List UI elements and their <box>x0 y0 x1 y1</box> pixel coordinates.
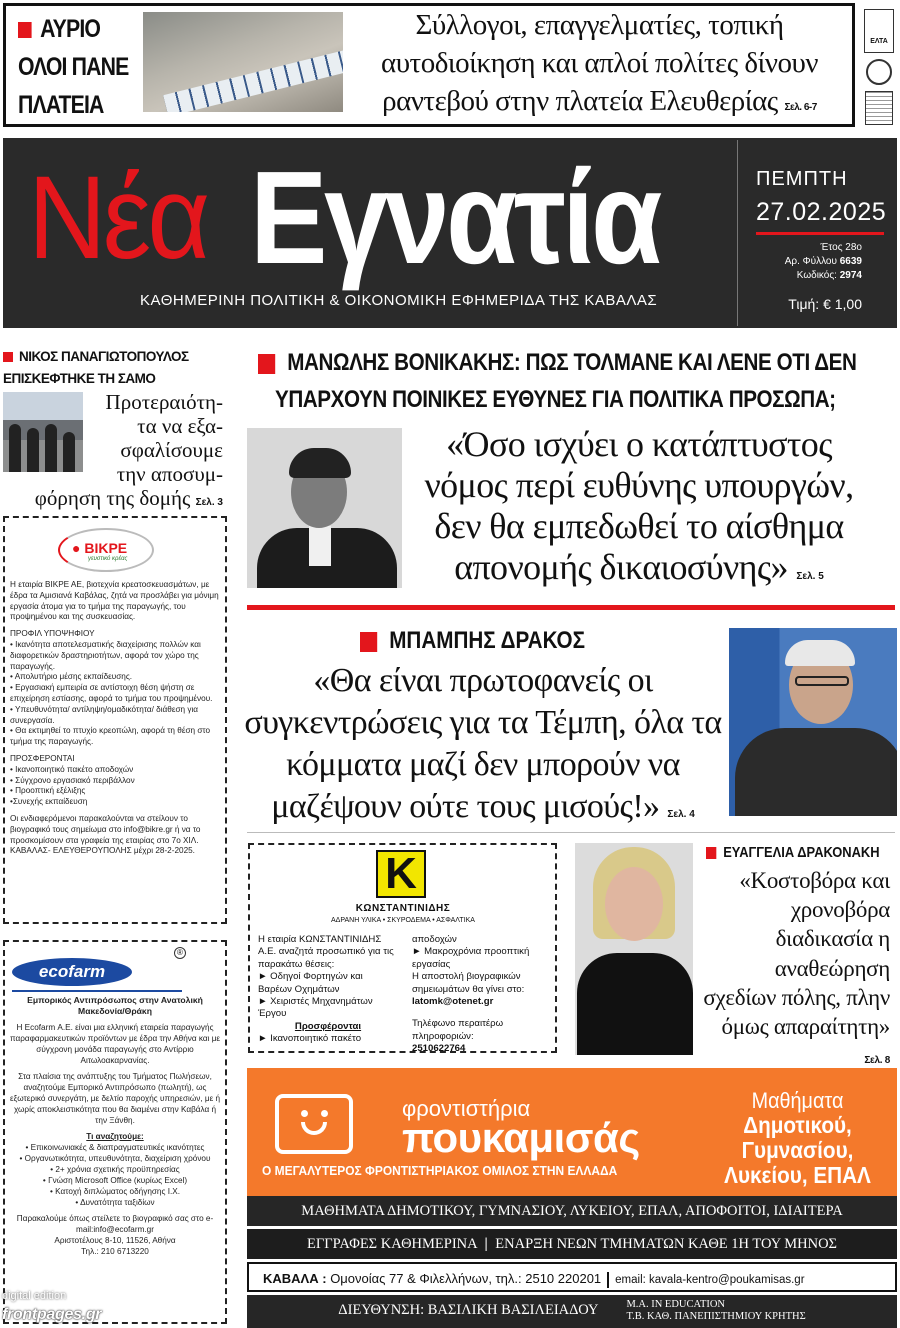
issue-info <box>746 241 862 283</box>
email-link[interactable]: latomk@otenet.gr <box>412 996 494 1008</box>
top-teaser-headline[interactable] <box>352 6 847 127</box>
issue-day: ΠΕΜΠΤΗ <box>756 168 848 190</box>
poukamisas-small: φροντιστήρια <box>402 1096 531 1121</box>
page-ref: Σελ. 4 <box>667 809 695 820</box>
story3-photo[interactable] <box>575 843 693 1055</box>
konstantinidis-col1: Η εταιρία ΚΩΝΣΤΑΝΤΙΝΙΔΗΣ Α.Ε. αναζητά προσωπικό για τις παρακάτω θέσεις: ► Οδηγοί Φορτηγών και Βαρέων Οχημάτων ► Χειριστές Μηχανημάτων Έργου Προσφέρονται ► Ικανοποιητικό πακέτο <box>258 934 394 1045</box>
vikre-ad-text: Η εταιρία ΒΙΚΡΕ ΑΕ, βιοτεχνία κρεατοσκευασμάτων, με έδρα τα Αμισιανά Καβάλας, ζητά να προσλάβει για μόνιμη εργασία άτομα για το τμήμα της παραγωγής, του προψημένου και της συσκευασίας. ΠΡΟΦΙΛ ΥΠΟΨΗΦΙΟΥ • Ικανότητα αποτελεσματικής διαχείρισης πολλών και διαφορετικών δραστηριοτήτων, αφορά τον χώρο της παραγωγής. • Απολυτήριο μέσης εκπαίδευσης. • Εργασιακή εμπειρία σε αντίστοιχη θέση ψήστη σε επιχείρηση εστίασης, αφορά το τμήμα του προψημένου. • Υπευθυνότητα/ αντίληψη/ομαδικότητα/ διάθεση για συνεργασία. • Θα εκτιμηθεί το πτυχίο κρεοπώλη, αφορά τη θέση στο τμήμα της παραγωγής. ΠΡΟΣΦΕΡΟΝΤΑΙ • Ικανοποιητικό πακέτο αποδοχών • Σύγχρονο εργασιακό περιβάλλον • Προοπτική εξέλιξης •Συνεχής εκπαίδευση Οι ενδιαφερόμενοι παρακαλούνται να στείλουν το βιογραφικό τους σημείωμα στο info@bikre.gr ή να το προσκομίσουν στα γραφεία της εταιρίας στο 7ο ΧΙΛ. ΚΑΒΑΛΑΣ- ΕΛΕΥΘΕΡΟΥΠΟΛΗΣ μέχρι 28-2-2025. <box>10 580 219 856</box>
poukamisas-lessons: Μαθήματα Δημοτικού, Γυμνασίου, Λυκείου, ΕΠΑΛ <box>724 1088 871 1188</box>
story2-quote[interactable]: «Θα είναι πρωτοφανείς οι συγκεντρώσεις για τα Τέμπη, όλα τα κόμματα μαζί δεν μπορούν να μαζέψουν ούτε τους μισούς!» Σελ. 4 <box>244 662 722 825</box>
top-kicker-line: ΑΥΡΙΟ <box>40 15 101 43</box>
ecofarm-logo: ecofarm <box>12 958 132 986</box>
masthead-subtitle: ΚΑΘΗΜΕΡΙΝΗ ΠΟΛΙΤΙΚΗ & ΟΙΚΟΝΟΜΙΚΗ ΕΦΗΜΕΡΙΔΑ ΤΗΣ ΚΑΒΑΛΑΣ <box>140 292 658 309</box>
code-number: Κωδικός: 2974 <box>796 270 862 281</box>
top-teaser-photo[interactable] <box>143 12 343 112</box>
ecofarm-ad-text: Εμπορικός Αντιπρόσωπος στην Ανατολική Μακεδονία/Θράκη Η Ecofarm Α.Ε. είναι μια ελληνική εταιρεία παραγωγής παραφαρμακευτικών προϊόντων με έδρα την Αθήνα και με σύγχρονη μονάδα παραγωγής στο Αντίρριο Αιτωλοακαρνανίας. Στα πλαίσια της ανάπτυξης του Τμήματος Πωλήσεων, αναζητούμε Εμπορικό Αντιπρόσωπο (πωλητή), ως εξωτερικό συνεργάτη, με δελτίο παροχής υπηρεσιών, με ή χωρίς αποκλειστικότητα που θα διαμένει στην Καβάλα ή την Ξάνθη. Τι αναζητούμε: • Επικοινωνιακές & διαπραγματευτικές ικανότητες • Οργανωτικότητα, υπευθυνότητα, διαχείριση χρόνου • 2+ χρόνια σχετικής προϋπηρεσίας • Γνώση Microsoft Office (κυρίως Excel) • Κατοχή διπλώματος οδήγησης Ι.Χ. • Δυνατότητα ταξιδίων Παρακαλούμε όπως στείλετε το βιογραφικό σας στο e-mail:info@ecofarm.gr Αριστοτέλους 8-10, 11526, Αθήνα Τηλ.: 210 6713220 <box>9 995 221 1256</box>
page-ref: Σελ. 8 <box>864 1055 890 1067</box>
top-teaser-kicker <box>18 10 138 124</box>
konstantinidis-name: ΚΩΝΣΤΑΝΤΙΝΙΔΗΣ <box>355 903 451 914</box>
vikre-logo: ● ΒΙΚΡΕ γευστικό κρέας <box>58 528 154 572</box>
year-line: Έτος 28ο <box>820 242 862 253</box>
section-divider <box>247 832 895 833</box>
bullet-square-icon <box>18 22 32 38</box>
poukamisas-bar-director: ΔΙΕΥΘΥΝΣΗ: ΒΑΣΙΛΙΚΗ ΒΑΣΙΛΕΙΑΔΟΥ M.A. IN EDUCATION Τ.Β. ΚΑΘ. ΠΑΝΕΠΙΣΤΗΜΙΟΥ ΚΡΗΤΗΣ <box>247 1295 897 1328</box>
konstantinidis-logo: Κ <box>376 850 426 898</box>
bullet-square-icon <box>706 847 716 859</box>
story2-photo[interactable] <box>729 628 897 816</box>
poukamisas-bar-contact: ΚΑΒΑΛΑ : Ομονοίας 77 & Φιλελλήνων, τηλ.: 2510 220201 email: kavala-kentro@poukamisas.gr <box>247 1262 897 1292</box>
story3-quote[interactable]: «Κοστοβόρα και χρονοβόρα διαδικασία η αναθεώρηση σχεδίων πόλης, πλην όμως απαραίτητη» Σελ. 8 <box>703 868 890 1067</box>
story1-kicker[interactable]: ΜΑΝΩΛΗΣ ΒΟΝΙΚΑΚΗΣ: ΠΩΣ ΤΟΛΜΑΝΕ ΚΑΙ ΛΕΝΕ ΟΤΙ ΔΕΝ <box>258 344 808 381</box>
story3-kicker[interactable]: ΕΥΑΓΓΕΛΙΑ ΔΡΑΚΟΝΑΚΗ <box>706 842 880 864</box>
top-kicker-line: ΟΛΟΙ ΠΑΝΕ <box>18 53 129 81</box>
bullet-square-icon <box>360 632 377 652</box>
konstantinidis-tagline: ΑΔΡΑΝΗ ΥΛΙΚΑ • ΣΚΥΡΟΔΕΜΑ • ΑΣΦΑΛΤΙΚΑ <box>331 917 475 924</box>
watermark: frontpages.gr <box>2 1306 102 1323</box>
story1-photo[interactable] <box>247 428 402 588</box>
email-link[interactable]: email: kavala-kentro@poukamisas.gr <box>615 1274 805 1286</box>
elta-logo-icon: ΕΛΤΑ <box>864 9 894 53</box>
poukamisas-brand: πουκαμισάς <box>402 1114 640 1161</box>
top-headline-text: Σύλλογοι, επαγγελματίες, τοπική αυτοδιοίκηση και απλοί πολίτες δίνουν ραντεβού στην πλατεία Ελευθερίας <box>381 9 818 117</box>
bullet-square-icon <box>3 352 13 362</box>
story1-quote[interactable]: «Όσο ισχύει ο κατάπτυστος νόμος περί ευθύνης υπουργών, δεν θα εμπεδωθεί το αίσθημα απονομής δικαιοσύνης» Σελ. 5 <box>424 424 854 587</box>
story1-kicker-line2[interactable]: ΥΠΑΡΧΟΥΝ ΠΟΙΝΙΚΕΣ ΕΥΘΥΝΕΣ ΓΙΑ ΠΟΛΙΤΙΚΑ ΠΡΟΣΩΠΑ; <box>275 386 836 413</box>
seal-icon <box>866 59 892 85</box>
page-ref: Σελ. 3 <box>195 497 223 508</box>
poukamisas-bar-registration: ΕΓΓΡΑΦΕΣ ΚΑΘΗΜΕΡΙΝΑ | ΕΝΑΡΞΗ ΝΕΩΝ ΤΜΗΜΑΤΩΝ ΚΑΘΕ 1Η ΤΟΥ ΜΗΝΟΣ <box>247 1229 897 1259</box>
story2-kicker[interactable]: ΜΠΑΜΠΗΣ ΔΡΑΚΟΣ <box>360 624 585 658</box>
page-ref: Σελ. 6-7 <box>784 102 817 113</box>
registered-icon: ® <box>174 947 186 959</box>
top-kicker-line: ΠΛΑΤΕΙΑ <box>18 91 104 119</box>
page-ref: Σελ. 5 <box>796 571 824 582</box>
poukamisas-slogan: Ο ΜΕΓΑΛΥΤΕΡΟΣ ΦΡΟΝΤΙΣΤΗΡΙΑΚΟΣ ΟΜΙΛΟΣ ΣΤΗΝ ΕΛΛΑΔΑ <box>262 1163 618 1178</box>
postage-strip <box>862 3 896 127</box>
barcode-icon <box>865 91 893 125</box>
issue-date: 27.02.2025 <box>756 198 887 226</box>
poukamisas-bar-lessons: ΜΑΘΗΜΑΤΑ ΔΗΜΟΤΙΚΟΥ, ΓΥΜΝΑΣΙΟΥ, ΛΥΚΕΙΟΥ, ΕΠΑΛ, ΑΠΟΦΟΙΤΟΙ, ΙΔΙΑΙΤΕΡΑ <box>247 1196 897 1226</box>
issue-number: Αρ. Φύλλου 6639 <box>784 256 862 267</box>
date-underline <box>756 232 884 235</box>
masthead-title-light[interactable]: Νέα <box>28 152 207 284</box>
left-story-kicker[interactable]: ΝΙΚΟΣ ΠΑΝΑΓΙΩΤΟΠΟΥΛΟΣ ΕΠΙΣΚΕΦΤΗΚΕ ΤΗ ΣΑΜΟ <box>3 349 189 386</box>
issue-price: Τιμή: € 1,00 <box>788 296 862 312</box>
masthead-divider <box>737 140 738 326</box>
left-story-body[interactable]: Προτεραιότη- τα να εξα- σφαλίσουμε την αποσυμ- φόρηση της δομής Σελ. 3 <box>34 390 223 510</box>
watermark-edition: digital edition <box>2 1290 67 1302</box>
ecofarm-underline <box>12 990 182 992</box>
bullet-square-icon <box>258 354 275 374</box>
section-divider <box>247 605 895 610</box>
masthead-title-bold[interactable]: Εγνατία <box>250 144 659 291</box>
tv-smile-icon <box>275 1094 353 1154</box>
konstantinidis-col2: αποδοχών ► Μακροχρόνια προοπτική εργασίας Η αποστολή βιογραφικών σημειωμάτων θα γίνει στο: latomk@otenet.gr Τηλέφωνο περαιτέρω πληροφοριών: 2510622764 <box>412 934 552 1056</box>
